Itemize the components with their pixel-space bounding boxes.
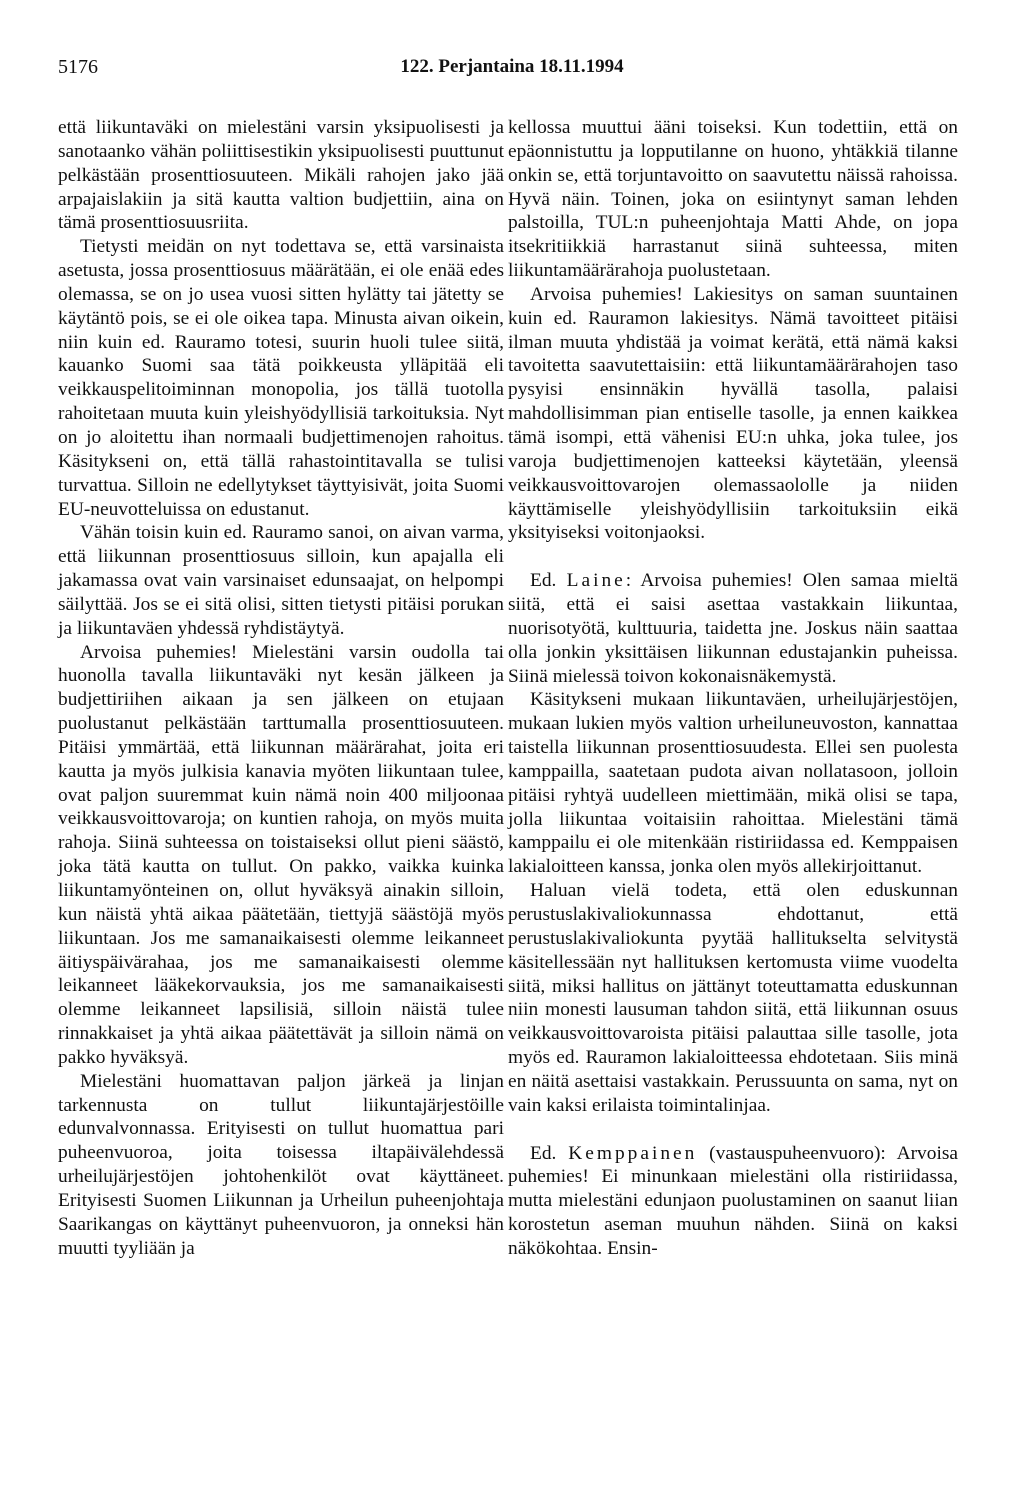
left-column [58,116,504,1261]
speaker-name-laine: Laine [566,570,626,592]
speaker-name-kemppainen: Kemppainen [568,1142,698,1164]
session-heading: 122. Perjantaina 18.11.1994 [400,56,624,77]
right-column [508,116,958,1261]
page-header [58,56,966,86]
speech-text: Arvoisa puhemies! Olen samaa mieltä siitä, että ei saisi asettaa vastakkain liikuntaa, nuorisotyötä, kulttuuria, taidetta jne. Joskus näin saattaa olla jonkin yksittäisen liikunnan edustajankin puheissa. Siinä mielessä toivon kokonaisnäkemystä. [508,570,958,687]
paragraph: kellossa muuttui ääni toiseksi. Kun todettiin, että on epäonnistuttu ja lopputilanne on huono, yhtäkkiä tilanne onkin se, että torjuntavoitto on saavutettu näissä rahoissa. Hyvä näin. Toinen, joka on esiintynyt saman lehden palstoilla, TUL:n puheenjohtaja Matti Ahde, on jopa itsekritiikkiä harrastanut siinä suhteessa, miten liikuntamäärärahoja puolustetaan. [508,117,958,282]
speech-text: Arvoisa puhemies! Ei minunkaan mielestäni olla ristiriidassa, mutta mielestäni edunjaon puolustaminen on saanut liian korostetun aseman muuhun nähden. Siinä on kaksi näkökohtaa. Ensin- [508,1142,958,1259]
speaker-prefix: Ed. [530,1142,569,1164]
speaker-prefix: Ed. [530,570,567,592]
speaker-separator: : [625,570,641,592]
speaker-note: (vastauspuheenvuoro): [697,1142,897,1164]
paragraph: Tietysti meidän on nyt todettava se, että varsinaista asetusta, jossa prosenttiosuus määrätään, ei ole enää edes olemassa, se on jo usea vuosi sitten hylätty tai jätetty se käytäntö pois, se ei ole oikea tapa. Minusta aivan oikein, niin kuin ed. Rauramo totesi, suurin huoli tulee siitä, kauanko Suomi saa tätä poikkeusta ylläpitää eli veikkauspelitoiminnan monopolia, jos tällä tuotolla rahoitetaan muuta kuin yleishyödyllisiä tarkoituksia. Nyt on jo aloitettu ihan normaali budjettimenojen rahoitus. Käsitykseni on, että tällä rahastointitavalla se tulisi turvattua. Silloin ne edellytykset täyttyisivät, joita Suomi EU-neuvotteluissa on edustanut. [58,236,504,520]
paragraph: Arvoisa puhemies! Mielestäni varsin oudolla tai huonolla tavalla liikuntaväki nyt kesän jälkeen ja budjettiriihen aikaan ja sen jälkeen on etujaan puolustanut pelkästään tarttumalla prosenttiosuuteen. Pitäisi ymmärtää, että liikunnan määrärahat, joita eri kautta ja myös julkisia kanavia myöten liikuntaan tulee, ovat paljon suuremmat kuin nämä noin 400 miljoonaa veikkausvoittovaroja; on kuntien rahoja, on myös muita rahoja. Siinä suhteessa on toistaiseksi ollut pieni säästö, joka tätä kautta on tullut. On pakko, vaikka kuinka liikuntamyönteinen on, ollut hyväksyä ainakin silloin, kun näistä yhtä aikaa päätetään, tiettyjä säästöjä myös liikuntaan. Jos me samanaikaisesti olemme leikanneet äitiyspäivärahaa, jos me samanaikaisesti olemme leikanneet lääkekorvauksia, jos me samanaikaisesti olemme leikanneet lapsilisiä, silloin näistä tulee rinnakkaiset ja yhtä aikaa päätettävät ja silloin nämä on pakko hyväksyä. [58,641,504,1068]
page-number: 5176 [58,56,98,78]
paragraph: että liikuntaväki on mielestäni varsin yksipuolisesti ja sanotaanko vähän poliittisestikin yksipuolisesti puuttunut pelkästään prosenttiosuuteen. Mikäli rahojen jako jää arpajaislakiin ja sitä kautta valtion budjettiin, aina on tämä prosenttiosuusriita. [58,117,504,234]
paragraph: Mielestäni huomattavan paljon järkeä ja linjan tarkennusta on tullut liikuntajärjestöille edunvalvonnassa. Erityisesti on tullut huomattua pari puheenvuoroa, joita toisessa iltapäivälehdessä urheilujärjestöjen johtohenkilöt ovat käyttäneet. Erityisesti Suomen Liikunnan ja Urheilun puheenjohtaja Saarikangas on käyttänyt puheenvuoron, ja onneksi hän muutti tyyliään ja [58,1070,504,1259]
paragraph: Haluan vielä todeta, että olen eduskunnan perustuslakivaliokunnassa ehdottanut, että perustuslakivaliokunta pyytää hallitukselta selvitystä käsitellessään nyt hallituksen kertomusta viime vuodelta siitä, miksi hallitus on jättänyt toteuttamatta eduskunnan niin monesti lausuman tahdon siitä, että liikunnan osuus veikkausvoittovaroista pitäisi palauttaa sille tasolle, jota myös ed. Rauramon lakialoitteessa ehdotetaan. Siis minä en näitä asettaisi vastakkain. Perussuunta on sama, nyt on vain kaksi erilaista toimintalinjaa. [508,880,958,1116]
paragraph: Käsitykseni mukaan liikuntaväen, urheilujärjestöjen, mukaan lukien myös valtion urheiluneuvoston, kannattaa taistella liikunnan prosenttiosuudesta. Ellei sen puolesta kamppailla, saatetaan pudota aivan nollatasoon, jolloin pitäisi ryhtyä uudelleen miettimään, mikä olisi se tapa, jolla liikuntaa voitaisiin rahoittaa. Mielestäni tämä kamppailu ei ole mitenkään ristiriidassa ed. Kemppaisen lakialoitteen kanssa, jonka olen myös allekirjoittanut. [508,689,958,878]
speech-kemppainen [508,1142,958,1261]
paragraph: Vähän toisin kuin ed. Rauramo sanoi, on aivan varma, että liikunnan prosenttiosuus silloin, kun apajalla eli jakamassa ovat vain varsinaiset edunsaajat, on helpompi säilyttää. Jos se ei sitä olisi, sitten tietysti pitäisi porukan ja liikuntaväen yhdessä ryhdistäytyä. [58,522,504,639]
paragraph: Arvoisa puhemies! Lakiesitys on saman suuntainen kuin ed. Rauramon lakiesitys. Nämä tavoitteet pitäisi ilman muuta yhdistää ja voimat kerätä, että nämä kaksi tavoitetta saavutettaisiin: että liikuntamäärärahojen taso pysyisi ensinnäkin hyvällä tasolla, palaisi mahdollisimman pian entiselle tasolle, ja ennen kaikkea tämä isompi, että vähenisi EU:n uhka, joka tulee, jos varoja budjettimenojen katteeksi käytetään, yleensä veikkausvoittovarojen olemassaololle ja niiden käyttämiselle yleishyödyllisiin tarkoituksiin eikä yksityiseksi voitonjaoksi. [508,283,958,544]
speech-laine [508,569,958,688]
